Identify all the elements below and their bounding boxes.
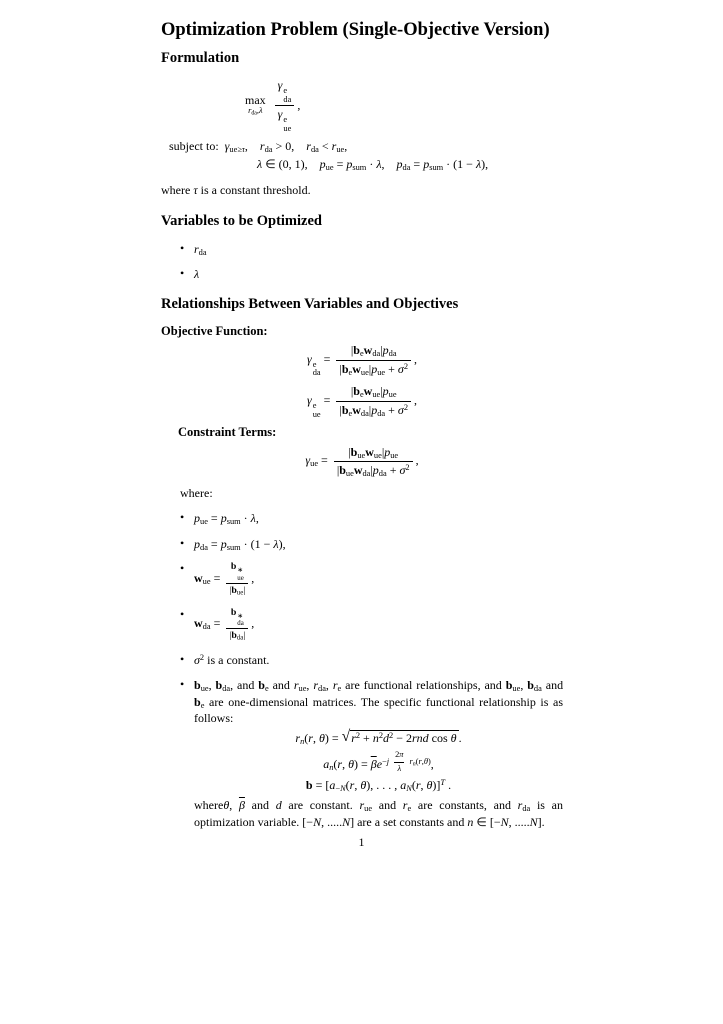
variables-list — [161, 241, 563, 283]
constraint-equation-ue — [161, 445, 563, 479]
objective-equation-da — [161, 343, 563, 378]
section-heading-relationships: Relationships Between Variables and Objectives — [161, 296, 459, 313]
where-label: where: — [180, 485, 213, 500]
math-expression: where τ is a constant threshold. — [161, 182, 311, 197]
section-heading-formulation: Formulation — [161, 50, 240, 67]
equation-lambda-constraints — [257, 157, 563, 173]
math-expression: $\sigma^2$ is a constant. — [194, 652, 270, 667]
list-item-sigma — [161, 652, 563, 669]
list-item-pda — [161, 536, 563, 553]
equation-rn — [194, 727, 563, 747]
math-expression: wue = b ∗ ue |bue| , — [194, 561, 255, 597]
page-number: 1 — [358, 835, 365, 849]
math-expression: whereθ, $\overline{\beta}$ and d are constant. rue and re are constants, and rda is an optimization variable. [−N, .....N] are a set constants and n ∈ [−N, .....N]. — [194, 798, 564, 829]
equation-an — [194, 750, 563, 774]
equation-max-objective — [245, 78, 563, 134]
list-item-wda — [161, 607, 563, 643]
math-expression: λ — [194, 267, 200, 282]
math-expression: rn(r, θ) = √ $r^2 + n^2d^2 - 2rnd$ cos θ . — [295, 727, 462, 746]
objective-equation-ue — [161, 384, 563, 419]
math-expression: subject to: γue≥τ, rda > 0, rda < rue, — [169, 138, 348, 154]
math-expression: wda = b ∗ da |bda| , — [194, 606, 255, 642]
list-item-functional-relationships — [161, 677, 563, 830]
math-expression: rda — [194, 241, 207, 258]
definition-paragraph — [194, 677, 563, 727]
math-expression: λ ∈ (0, 1), pue = psum · λ, pda = psum · (1 − λ), — [257, 157, 489, 173]
closing-paragraph — [194, 797, 563, 830]
math-expression: b = [a−N(r, θ), . . . , aN(r, θ)]$^T$ . — [305, 777, 452, 793]
page-title: Optimization Problem (Single-Objective Version) — [161, 20, 550, 40]
math-expression: pue = psum · λ, — [194, 511, 259, 527]
definitions-list — [161, 510, 563, 830]
section-heading-variables: Variables to be Optimized — [161, 213, 322, 230]
math-expression: pda = psum · (1 − λ), — [194, 536, 286, 552]
math-expression: an(r, $\theta) = \overline{\beta}e^{-j \frac{2\pi}{\lambda} rn(r,\theta)}$, — [323, 750, 434, 773]
math-expression: max rda,λ γ e da γ e ue , — [245, 77, 301, 133]
subsection-heading-constraint: Constraint Terms: — [178, 425, 277, 440]
math-expression: bue, bda, and be and rue, rda, re are functional relationships, and bue, bda and be are one-dimensional matrices. The specific functional relationship is as follows: — [194, 678, 564, 726]
math-expression: γ e da = |bewda|pda |bewue|pue + $\sigma^2$ , — [306, 343, 417, 378]
subsection-heading-objective: Objective Function: — [161, 323, 268, 338]
equation-b-vector — [194, 778, 563, 794]
list-item-pue — [161, 510, 563, 527]
list-item-rda — [161, 241, 563, 258]
equation-subject-to — [169, 139, 563, 155]
math-expression: γ e ue = |bewue|pue |bewda|pda + $\sigma^2$ , — [306, 384, 417, 419]
math-expression: γue = |buewue|pue |buewda|pda + $\sigma^2$ , — [305, 444, 419, 479]
list-item-lambda — [161, 266, 563, 283]
threshold-note — [161, 182, 563, 199]
list-item-wue — [161, 561, 563, 597]
formulation-equation-block — [161, 78, 563, 173]
